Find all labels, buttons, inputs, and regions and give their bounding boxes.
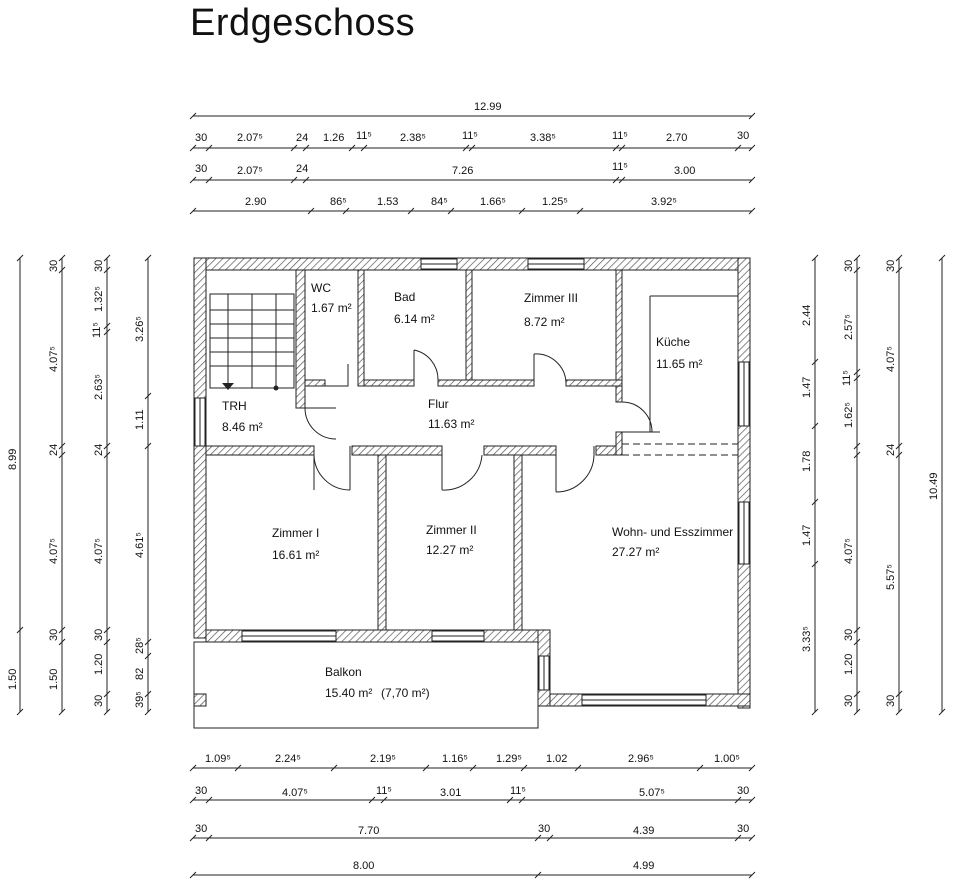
wall-flur-south-c xyxy=(484,446,556,455)
room-name: Balkon xyxy=(325,665,362,679)
dim-label: 1.66⁵ xyxy=(480,196,506,208)
dim-label: 30 xyxy=(538,823,551,835)
dim-label: 1.50 xyxy=(7,668,19,690)
dim-label: 30 xyxy=(93,628,105,641)
dim-label: 1.29⁵ xyxy=(496,753,522,765)
page-title: Erdgeschoss xyxy=(190,2,416,44)
wall-flur-south-a xyxy=(206,446,314,455)
exterior-wall-north xyxy=(194,258,750,270)
wall-wc-south xyxy=(305,380,325,386)
dim-label: 30 xyxy=(195,823,208,835)
dim-label: 24 xyxy=(48,443,60,456)
room-name: Bad xyxy=(394,290,416,304)
dim-label: 1.78 xyxy=(801,450,813,472)
dim-label: 4.39 xyxy=(633,825,655,837)
dim-label: 3.01 xyxy=(440,787,462,799)
room-name: TRH xyxy=(222,399,247,413)
dim-label: 30 xyxy=(843,628,855,641)
dim-label: 30 xyxy=(843,694,855,707)
dim-label: 2.96⁵ xyxy=(628,753,654,765)
balcony-post xyxy=(194,694,206,706)
dim-label: 11⁵ xyxy=(841,370,853,386)
dim-label: 5.07⁵ xyxy=(639,787,665,799)
wall-zimmer3-south xyxy=(566,380,622,386)
room-area: 8.72 m² xyxy=(524,315,565,329)
dim-label: 1.50 xyxy=(48,668,60,690)
exterior-wall-west xyxy=(194,258,206,638)
dim-label: 39⁵ xyxy=(134,691,146,708)
dimension-labels xyxy=(7,101,940,872)
room-area: 16.61 m² xyxy=(272,548,320,562)
bottom-dimension-chains xyxy=(193,768,752,875)
dim-label: 30 xyxy=(93,694,105,707)
exterior-wall-east xyxy=(738,258,750,708)
dim-label: 1.11 xyxy=(134,409,146,430)
dim-label: 30 xyxy=(737,130,750,142)
dim-label: 4.07⁵ xyxy=(885,346,897,372)
dim-label: 3.26⁵ xyxy=(134,316,146,342)
dim-label: 30 xyxy=(195,132,208,144)
dim-label: 4.07⁵ xyxy=(843,538,855,564)
room-name: WC xyxy=(311,281,331,295)
dim-label: 30 xyxy=(885,694,897,707)
room-area: 27.27 m² xyxy=(612,545,660,559)
dim-label: 2.70 xyxy=(666,132,688,144)
right-dimension-chains xyxy=(815,258,942,712)
room-area: 15.40 m² xyxy=(325,686,373,700)
dim-label: 1.00⁵ xyxy=(714,753,740,765)
dim-label: 86⁵ xyxy=(330,196,347,208)
dim-label: 1.62⁵ xyxy=(843,402,855,428)
room-area: 6.14 m² xyxy=(394,312,435,326)
dim-label: 30 xyxy=(93,259,105,272)
dim-label: 30 xyxy=(885,259,897,272)
dim-label: 1.02 xyxy=(546,753,568,765)
wall-bad-south-a xyxy=(364,380,414,386)
dim-label: 24 xyxy=(296,163,309,175)
dim-label: 7.70 xyxy=(358,825,380,837)
room-name: Zimmer I xyxy=(272,526,320,540)
dim-label: 11⁵ xyxy=(91,322,103,338)
wall-zimmer3-kueche xyxy=(616,270,622,386)
dim-label: 2.44 xyxy=(801,304,813,326)
dim-label: 3.00 xyxy=(674,165,696,177)
dim-label: 11⁵ xyxy=(462,130,478,142)
dim-label: 1.25⁵ xyxy=(542,196,568,208)
dim-label: 30 xyxy=(737,823,750,835)
dim-label: 1.20 xyxy=(843,653,855,675)
room-name: Küche xyxy=(656,335,691,349)
dim-label: 8.99 xyxy=(7,448,19,470)
wall-zimmer2-wohnen xyxy=(514,455,522,630)
dim-label: 2.90 xyxy=(245,196,267,208)
dim-label: 82 xyxy=(134,667,146,680)
wall-kueche-stub-b xyxy=(616,432,622,455)
dim-label: 7.26 xyxy=(452,165,474,177)
wall-bad-south-b xyxy=(438,380,534,386)
room-name: Zimmer II xyxy=(426,523,477,537)
dim-label: 11⁵ xyxy=(612,161,628,173)
wall-kueche-stub xyxy=(616,386,622,402)
dim-label: 30 xyxy=(843,259,855,272)
dim-label: 24 xyxy=(93,443,105,456)
dim-label: 24 xyxy=(296,132,309,144)
left-dimension-chains xyxy=(20,258,148,712)
balcony-slab xyxy=(194,642,538,728)
room-name: Wohn- und Esszimmer xyxy=(612,525,734,539)
dim-label: 1.20 xyxy=(93,653,105,675)
dim-label: 30 xyxy=(48,259,60,272)
dim-label: 4.07⁵ xyxy=(48,346,60,372)
dim-label: 1.47 xyxy=(801,524,813,546)
dim-label: 5.57⁵ xyxy=(885,564,897,590)
dim-label: 2.38⁵ xyxy=(400,132,426,144)
room-area: 11.65 m² xyxy=(656,357,703,371)
dim-label: 28⁵ xyxy=(134,637,146,654)
dim-label: 3.33⁵ xyxy=(801,626,813,652)
dim-label: 1.47 xyxy=(801,376,813,398)
dim-label: 3.38⁵ xyxy=(530,132,556,144)
dim-label: 4.07⁵ xyxy=(48,538,60,564)
dim-label: 11⁵ xyxy=(376,785,392,797)
dim-label: 30 xyxy=(195,785,208,797)
wall-trh-wc xyxy=(296,270,305,408)
dim-label: 30 xyxy=(737,785,750,797)
dim-label: 2.07⁵ xyxy=(237,165,263,177)
room-area: 12.27 m² xyxy=(426,543,474,557)
room-area: 1.67 m² xyxy=(311,301,352,315)
dim-label: 11⁵ xyxy=(612,130,628,142)
dim-label: 1.16⁵ xyxy=(442,753,468,765)
dim-label: 1.26 xyxy=(323,132,345,144)
dim-label: 2.57⁵ xyxy=(843,314,855,340)
dim-label: 1.53 xyxy=(377,196,399,208)
dim-label: 10.49 xyxy=(928,472,940,500)
dim-label: 4.07⁵ xyxy=(282,787,308,799)
doors xyxy=(305,350,652,492)
wall-flur-south-b xyxy=(352,446,442,455)
dim-label: 4.99 xyxy=(633,860,655,872)
dim-label: 30 xyxy=(195,163,208,175)
room-area: 11.63 m² xyxy=(428,417,475,431)
dim-label: 4.07⁵ xyxy=(93,538,105,564)
dim-label: 2.24⁵ xyxy=(275,753,301,765)
room-name: Zimmer III xyxy=(524,291,578,305)
wall-bad-zimmer3 xyxy=(466,270,472,386)
dim-label: 4.61⁵ xyxy=(134,532,146,558)
dim-label: 30 xyxy=(48,628,60,641)
dim-label: 1.09⁵ xyxy=(205,753,231,765)
walls xyxy=(194,258,750,728)
wall-zimmer1-zimmer2 xyxy=(378,455,386,630)
room-name: Flur xyxy=(428,397,449,411)
dim-label: 11⁵ xyxy=(510,785,526,797)
dim-label: 2.63⁵ xyxy=(93,374,105,400)
room-area-extra: (7,70 m²) xyxy=(381,686,430,700)
room-area: 8.46 m² xyxy=(222,420,263,434)
dim-label: 1.32⁵ xyxy=(93,286,105,312)
wall-wc-bad xyxy=(358,270,364,386)
dim-label: 3.92⁵ xyxy=(651,196,677,208)
dim-label: 12.99 xyxy=(474,101,502,113)
stair-arrow-icon xyxy=(222,383,234,390)
dim-label: 2.19⁵ xyxy=(370,753,396,765)
dim-label: 8.00 xyxy=(353,860,375,872)
dim-label: 24 xyxy=(885,443,897,456)
dim-label: 2.07⁵ xyxy=(237,132,263,144)
dim-label: 84⁵ xyxy=(431,196,448,208)
dim-label: 11⁵ xyxy=(356,130,372,142)
